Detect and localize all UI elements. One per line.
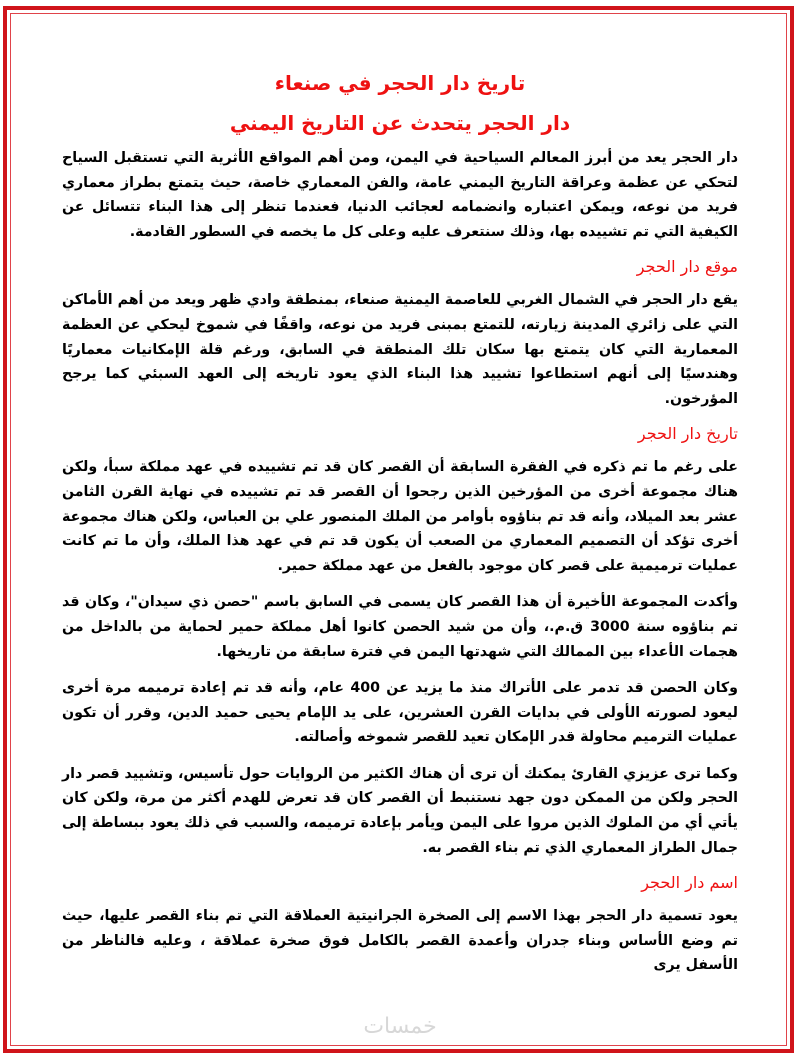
paragraph: يعود تسمية دار الحجر بهذا الاسم إلى الصخرة الجرانيتية العملاقة التي تم بناء القصر عليها، حيث تم وضع الأساس وبناء جدران وأعمدة القصر بالكامل فوق صخرة عملاقة ، وعليه فالناظر من الأسفل يرى [62,908,738,974]
intro-paragraph: دار الحجر يعد من أبرز المعالم السياحية في اليمن، ومن أهم المواقع الأثرية التي تستقبل السياح لتحكي عن عظمة وعراقة التاريخ اليمني عامة، والفن المعماري خاصة، حيث يتمتع بطراز معماري فريد من نوعه، ويمكن اعتباره وانضمامه لعجائب الدنيا، فعندما تنظر إلى هذا البناء تتسائل عن الكيفية التي تم تشييده بها، وذلك سنتعرف عليه وعلى كل ما يخصه في السطور القادمة. [62,150,738,240]
document-subtitle: دار الحجر يتحدث عن التاريخ اليمني [229,111,571,135]
section-heading-name: اسم دار الحجر [641,873,738,893]
paragraph: وكما ترى عزيزي القارئ يمكنك أن ترى أن هناك الكثير من الروايات حول تأسيس، وتشييد قصر دار الحجر ولكن من الممكن دون جهد نستنبط أن القصر كان قد تعرض للهدم أكثر من مرة، ولكن كان يأتي أي من الملوك الذين مروا على اليمن ويأمر بإعادة ترميمه، والسبب في ذلك يعود ببساطة إلى جمال الطراز المعماري الذي تم بناء القصر به. [62,765,738,856]
paragraph: على رغم ما تم ذكره في الفقرة السابقة أن القصر كان قد تم تشييده في عهد مملكة سبأ، ولكن هناك مجموعة أخرى من المؤرخين الذين رجحوا أن القصر قد تم تشييده في نهاية القرن الثامن عشر بعد الميلاد، وأنه قد تم بناؤوه بأوامر من الملك المنصور علي بن العباس، ولكن هناك مجموعة أخرى تؤكد أن التصميم المعماري من الصعب أن يكون قد تم في عهد هذا الملك، وأن ما تم كانت عمليات ترميمية على قصر كان موجود بالفعل من عهد مملكة حمير. [62,459,738,574]
watermark-logo: خمسات [363,1014,437,1039]
section-location [62,256,738,411]
document-body [62,70,738,990]
paragraph: يقع دار الحجر في الشمال الغربي للعاصمة اليمنية صنعاء، بمنطقة وادي ظهر ويعد من أهم الأماكن التي على زائري المدينة زيارته، للتمتع بمبنى فريد من نوعه، واقفًا في شموخ ليحكي عن العظمة المعمارية التي كان يتمتع بها سكان تلك المنطقة في السابق، ورغم قلة الإمكانيات معماريًا وهندسيًا إلى أنهم استطاعوا تشييد هذا البناء الذي يعود تاريخه إلى العهد السبئي كما يرجح المؤرخون. [62,292,738,407]
section-name [62,872,738,978]
document-title: تاريخ دار الحجر في صنعاء [274,71,526,95]
paragraph: وأكدت المجموعة الأخيرة أن هذا القصر كان يسمى في السابق باسم "حصن ذي سيدان"، وكان قد تم بناؤوه سنة 3000 ق.م.، وأن من شيد الحصن كانوا أهل مملكة حمير لحماية من بالداخل من هجمات الأعداء بين الممالك التي شهدتها اليمن في فترة سابقة من تاريخها. [62,594,738,660]
section-history [62,423,738,860]
section-heading-history: تاريخ دار الحجر [637,424,738,444]
paragraph: وكان الحصن قد تدمر على الأتراك منذ ما يزيد عن 400 عام، وأنه قد تم إعادة ترميمه مرة أخرى ليعود لصورته الأولى في بدايات القرن العشرين، على يد الإمام يحيى حميد الدين، وقرر أن تكون عمليات الترميم محاولة قدر الإمكان تعيد للقصر شموخه وأصالته. [62,680,739,746]
section-heading-location: موقع دار الحجر [636,257,738,277]
